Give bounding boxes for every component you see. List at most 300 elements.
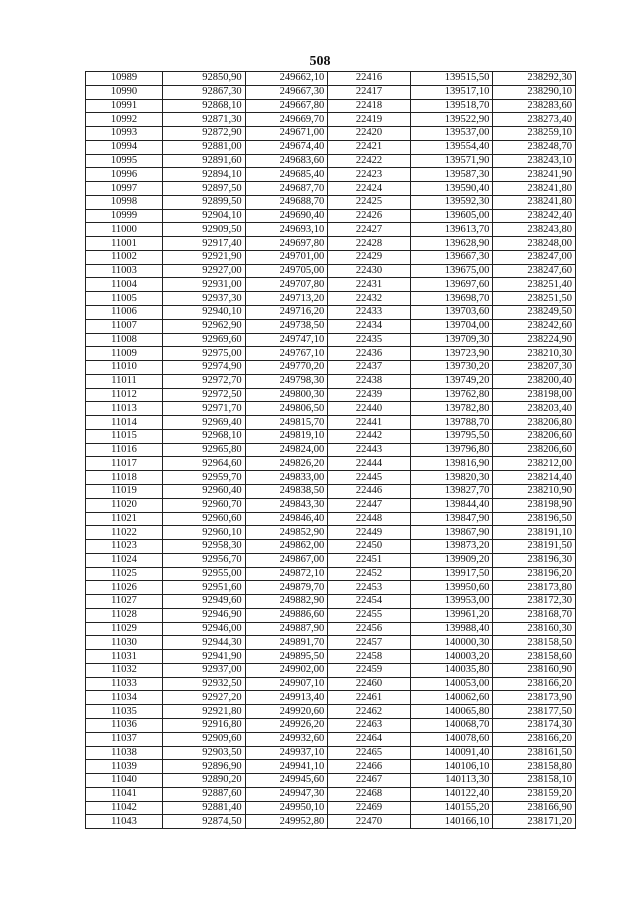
point-id-left-cell: 10993 — [86, 127, 163, 141]
table-row — [86, 705, 576, 719]
y-coordinate-left-cell: 249667,30 — [245, 85, 328, 99]
x-coordinate-left-cell: 92946,90 — [163, 608, 246, 622]
y-coordinate-left-cell: 249895,50 — [245, 650, 328, 664]
x-coordinate-right-cell: 139667,30 — [410, 250, 493, 264]
y-coordinate-right-cell: 238196,20 — [493, 567, 576, 581]
y-coordinate-right-cell: 238191,50 — [493, 540, 576, 554]
x-coordinate-right-cell: 139795,50 — [410, 429, 493, 443]
y-coordinate-right-cell: 238247,00 — [493, 250, 576, 264]
x-coordinate-right-cell: 139703,60 — [410, 306, 493, 320]
y-coordinate-left-cell: 249913,40 — [245, 691, 328, 705]
y-coordinate-right-cell: 238243,10 — [493, 154, 576, 168]
y-coordinate-right-cell: 238206,80 — [493, 416, 576, 430]
x-coordinate-left-cell: 92874,50 — [163, 815, 246, 829]
table-row — [86, 85, 576, 99]
x-coordinate-left-cell: 92909,60 — [163, 732, 246, 746]
point-id-right-cell: 22458 — [328, 650, 411, 664]
x-coordinate-right-cell: 140000,30 — [410, 636, 493, 650]
point-id-left-cell: 11003 — [86, 264, 163, 278]
y-coordinate-left-cell: 249867,00 — [245, 553, 328, 567]
x-coordinate-right-cell: 139847,90 — [410, 512, 493, 526]
y-coordinate-left-cell: 249907,10 — [245, 677, 328, 691]
x-coordinate-right-cell: 139762,80 — [410, 388, 493, 402]
x-coordinate-right-cell: 139796,80 — [410, 443, 493, 457]
table-row — [86, 292, 576, 306]
table-row — [86, 540, 576, 554]
point-id-right-cell: 22451 — [328, 553, 411, 567]
point-id-right-cell: 22432 — [328, 292, 411, 306]
x-coordinate-left-cell: 92968,10 — [163, 429, 246, 443]
y-coordinate-left-cell: 249852,90 — [245, 526, 328, 540]
point-id-left-cell: 11017 — [86, 457, 163, 471]
table-row — [86, 512, 576, 526]
table-row — [86, 760, 576, 774]
y-coordinate-right-cell: 238242,60 — [493, 319, 576, 333]
table-row — [86, 168, 576, 182]
x-coordinate-left-cell: 92969,40 — [163, 416, 246, 430]
x-coordinate-right-cell: 140091,40 — [410, 746, 493, 760]
point-id-right-cell: 22437 — [328, 361, 411, 375]
x-coordinate-right-cell: 140068,70 — [410, 718, 493, 732]
y-coordinate-right-cell: 238241,90 — [493, 168, 576, 182]
point-id-right-cell: 22435 — [328, 333, 411, 347]
y-coordinate-left-cell: 249770,20 — [245, 361, 328, 375]
x-coordinate-left-cell: 92927,00 — [163, 264, 246, 278]
x-coordinate-left-cell: 92896,90 — [163, 760, 246, 774]
y-coordinate-right-cell: 238198,00 — [493, 388, 576, 402]
point-id-right-cell: 22419 — [328, 113, 411, 127]
x-coordinate-right-cell: 139628,90 — [410, 237, 493, 251]
point-id-right-cell: 22417 — [328, 85, 411, 99]
y-coordinate-left-cell: 249833,00 — [245, 471, 328, 485]
point-id-left-cell: 11038 — [86, 746, 163, 760]
y-coordinate-right-cell: 238241,80 — [493, 195, 576, 209]
x-coordinate-right-cell: 139749,20 — [410, 374, 493, 388]
coordinates-table — [85, 71, 576, 829]
x-coordinate-right-cell: 139517,10 — [410, 85, 493, 99]
x-coordinate-left-cell: 92972,70 — [163, 374, 246, 388]
x-coordinate-left-cell: 92960,70 — [163, 498, 246, 512]
x-coordinate-right-cell: 139537,00 — [410, 127, 493, 141]
point-id-right-cell: 22442 — [328, 429, 411, 443]
x-coordinate-right-cell: 139788,70 — [410, 416, 493, 430]
x-coordinate-right-cell: 139515,50 — [410, 72, 493, 86]
y-coordinate-right-cell: 238214,40 — [493, 471, 576, 485]
point-id-right-cell: 22421 — [328, 140, 411, 154]
x-coordinate-right-cell: 139587,30 — [410, 168, 493, 182]
point-id-left-cell: 10996 — [86, 168, 163, 182]
table-row — [86, 526, 576, 540]
point-id-left-cell: 11035 — [86, 705, 163, 719]
table-row — [86, 127, 576, 141]
point-id-left-cell: 10997 — [86, 182, 163, 196]
x-coordinate-left-cell: 92909,50 — [163, 223, 246, 237]
table-row — [86, 264, 576, 278]
x-coordinate-left-cell: 92937,30 — [163, 292, 246, 306]
y-coordinate-left-cell: 249926,20 — [245, 718, 328, 732]
y-coordinate-right-cell: 238196,50 — [493, 512, 576, 526]
point-id-right-cell: 22463 — [328, 718, 411, 732]
x-coordinate-right-cell: 139950,60 — [410, 581, 493, 595]
point-id-right-cell: 22426 — [328, 209, 411, 223]
y-coordinate-right-cell: 238247,60 — [493, 264, 576, 278]
point-id-left-cell: 10991 — [86, 99, 163, 113]
table-row — [86, 457, 576, 471]
point-id-left-cell: 11027 — [86, 595, 163, 609]
point-id-right-cell: 22438 — [328, 374, 411, 388]
y-coordinate-left-cell: 249800,30 — [245, 388, 328, 402]
point-id-left-cell: 11036 — [86, 718, 163, 732]
x-coordinate-right-cell: 139844,40 — [410, 498, 493, 512]
point-id-left-cell: 11039 — [86, 760, 163, 774]
point-id-right-cell: 22449 — [328, 526, 411, 540]
y-coordinate-right-cell: 238177,50 — [493, 705, 576, 719]
point-id-right-cell: 22428 — [328, 237, 411, 251]
point-id-right-cell: 22468 — [328, 787, 411, 801]
x-coordinate-right-cell: 139820,30 — [410, 471, 493, 485]
y-coordinate-left-cell: 249872,10 — [245, 567, 328, 581]
table-row — [86, 553, 576, 567]
point-id-left-cell: 11029 — [86, 622, 163, 636]
x-coordinate-right-cell: 139988,40 — [410, 622, 493, 636]
y-coordinate-left-cell: 249843,30 — [245, 498, 328, 512]
y-coordinate-left-cell: 249683,60 — [245, 154, 328, 168]
point-id-left-cell: 11032 — [86, 663, 163, 677]
point-id-right-cell: 22459 — [328, 663, 411, 677]
y-coordinate-right-cell: 238249,50 — [493, 306, 576, 320]
point-id-left-cell: 11014 — [86, 416, 163, 430]
x-coordinate-left-cell: 92962,90 — [163, 319, 246, 333]
point-id-right-cell: 22416 — [328, 72, 411, 86]
y-coordinate-right-cell: 238158,60 — [493, 650, 576, 664]
y-coordinate-right-cell: 238158,80 — [493, 760, 576, 774]
x-coordinate-right-cell: 139698,70 — [410, 292, 493, 306]
x-coordinate-left-cell: 92975,00 — [163, 347, 246, 361]
x-coordinate-right-cell: 140062,60 — [410, 691, 493, 705]
point-id-left-cell: 11030 — [86, 636, 163, 650]
x-coordinate-right-cell: 139704,00 — [410, 319, 493, 333]
point-id-left-cell: 11040 — [86, 774, 163, 788]
y-coordinate-right-cell: 238210,30 — [493, 347, 576, 361]
point-id-left-cell: 10998 — [86, 195, 163, 209]
point-id-left-cell: 11028 — [86, 608, 163, 622]
x-coordinate-left-cell: 92946,00 — [163, 622, 246, 636]
x-coordinate-right-cell: 140053,00 — [410, 677, 493, 691]
y-coordinate-left-cell: 249693,10 — [245, 223, 328, 237]
x-coordinate-right-cell: 139816,90 — [410, 457, 493, 471]
y-coordinate-left-cell: 249952,80 — [245, 815, 328, 829]
x-coordinate-right-cell: 140065,80 — [410, 705, 493, 719]
table-row — [86, 774, 576, 788]
x-coordinate-right-cell: 139522,90 — [410, 113, 493, 127]
point-id-right-cell: 22446 — [328, 484, 411, 498]
table-row — [86, 443, 576, 457]
point-id-right-cell: 22429 — [328, 250, 411, 264]
x-coordinate-right-cell: 139697,60 — [410, 278, 493, 292]
x-coordinate-left-cell: 92971,70 — [163, 402, 246, 416]
point-id-right-cell: 22452 — [328, 567, 411, 581]
x-coordinate-left-cell: 92887,60 — [163, 787, 246, 801]
y-coordinate-left-cell: 249701,00 — [245, 250, 328, 264]
point-id-right-cell: 22434 — [328, 319, 411, 333]
y-coordinate-left-cell: 249688,70 — [245, 195, 328, 209]
table-row — [86, 691, 576, 705]
x-coordinate-right-cell: 140155,20 — [410, 801, 493, 815]
y-coordinate-right-cell: 238224,90 — [493, 333, 576, 347]
x-coordinate-right-cell: 139709,30 — [410, 333, 493, 347]
point-id-left-cell: 11033 — [86, 677, 163, 691]
point-id-left-cell: 11019 — [86, 484, 163, 498]
point-id-right-cell: 22424 — [328, 182, 411, 196]
y-coordinate-left-cell: 249886,60 — [245, 608, 328, 622]
table-row — [86, 416, 576, 430]
x-coordinate-left-cell: 92890,20 — [163, 774, 246, 788]
point-id-right-cell: 22447 — [328, 498, 411, 512]
table-row — [86, 622, 576, 636]
point-id-left-cell: 11021 — [86, 512, 163, 526]
y-coordinate-right-cell: 238207,30 — [493, 361, 576, 375]
y-coordinate-right-cell: 238173,90 — [493, 691, 576, 705]
x-coordinate-right-cell: 139782,80 — [410, 402, 493, 416]
point-id-left-cell: 11001 — [86, 237, 163, 251]
x-coordinate-left-cell: 92927,20 — [163, 691, 246, 705]
x-coordinate-left-cell: 92931,00 — [163, 278, 246, 292]
point-id-right-cell: 22460 — [328, 677, 411, 691]
x-coordinate-right-cell: 140035,80 — [410, 663, 493, 677]
point-id-left-cell: 11015 — [86, 429, 163, 443]
x-coordinate-left-cell: 92941,90 — [163, 650, 246, 664]
point-id-left-cell: 11018 — [86, 471, 163, 485]
y-coordinate-right-cell: 238212,00 — [493, 457, 576, 471]
table-row — [86, 595, 576, 609]
x-coordinate-left-cell: 92960,40 — [163, 484, 246, 498]
point-id-right-cell: 22425 — [328, 195, 411, 209]
y-coordinate-right-cell: 238172,30 — [493, 595, 576, 609]
x-coordinate-right-cell: 139909,20 — [410, 553, 493, 567]
y-coordinate-left-cell: 249674,40 — [245, 140, 328, 154]
table-row — [86, 306, 576, 320]
point-id-left-cell: 11023 — [86, 540, 163, 554]
y-coordinate-right-cell: 238166,20 — [493, 732, 576, 746]
point-id-left-cell: 11000 — [86, 223, 163, 237]
table-row — [86, 732, 576, 746]
point-id-left-cell: 11010 — [86, 361, 163, 375]
x-coordinate-right-cell: 140078,60 — [410, 732, 493, 746]
y-coordinate-right-cell: 238290,10 — [493, 85, 576, 99]
x-coordinate-right-cell: 139590,40 — [410, 182, 493, 196]
x-coordinate-left-cell: 92949,60 — [163, 595, 246, 609]
x-coordinate-left-cell: 92964,60 — [163, 457, 246, 471]
point-id-right-cell: 22445 — [328, 471, 411, 485]
table-row — [86, 402, 576, 416]
y-coordinate-right-cell: 238241,80 — [493, 182, 576, 196]
x-coordinate-left-cell: 92940,10 — [163, 306, 246, 320]
y-coordinate-left-cell: 249941,10 — [245, 760, 328, 774]
table-row — [86, 636, 576, 650]
x-coordinate-left-cell: 92881,40 — [163, 801, 246, 815]
table-row — [86, 718, 576, 732]
y-coordinate-right-cell: 238166,20 — [493, 677, 576, 691]
table-row — [86, 374, 576, 388]
table-row — [86, 581, 576, 595]
y-coordinate-right-cell: 238242,40 — [493, 209, 576, 223]
y-coordinate-right-cell: 238251,40 — [493, 278, 576, 292]
x-coordinate-left-cell: 92921,80 — [163, 705, 246, 719]
point-id-left-cell: 11043 — [86, 815, 163, 829]
y-coordinate-left-cell: 249806,50 — [245, 402, 328, 416]
x-coordinate-left-cell: 92867,30 — [163, 85, 246, 99]
point-id-left-cell: 10989 — [86, 72, 163, 86]
point-id-right-cell: 22470 — [328, 815, 411, 829]
y-coordinate-left-cell: 249932,60 — [245, 732, 328, 746]
point-id-left-cell: 11008 — [86, 333, 163, 347]
point-id-right-cell: 22466 — [328, 760, 411, 774]
x-coordinate-right-cell: 140003,20 — [410, 650, 493, 664]
x-coordinate-right-cell: 139961,20 — [410, 608, 493, 622]
x-coordinate-right-cell: 139730,20 — [410, 361, 493, 375]
y-coordinate-left-cell: 249862,00 — [245, 540, 328, 554]
x-coordinate-left-cell: 92951,60 — [163, 581, 246, 595]
y-coordinate-right-cell: 238158,50 — [493, 636, 576, 650]
point-id-right-cell: 22467 — [328, 774, 411, 788]
y-coordinate-right-cell: 238251,50 — [493, 292, 576, 306]
table-row — [86, 278, 576, 292]
table-row — [86, 663, 576, 677]
point-id-right-cell: 22431 — [328, 278, 411, 292]
x-coordinate-left-cell: 92871,30 — [163, 113, 246, 127]
point-id-right-cell: 22423 — [328, 168, 411, 182]
y-coordinate-right-cell: 238248,70 — [493, 140, 576, 154]
x-coordinate-left-cell: 92969,60 — [163, 333, 246, 347]
x-coordinate-right-cell: 139605,00 — [410, 209, 493, 223]
point-id-right-cell: 22450 — [328, 540, 411, 554]
point-id-right-cell: 22436 — [328, 347, 411, 361]
x-coordinate-left-cell: 92959,70 — [163, 471, 246, 485]
y-coordinate-left-cell: 249697,80 — [245, 237, 328, 251]
point-id-right-cell: 22433 — [328, 306, 411, 320]
x-coordinate-right-cell: 139873,20 — [410, 540, 493, 554]
x-coordinate-left-cell: 92894,10 — [163, 168, 246, 182]
point-id-right-cell: 22455 — [328, 608, 411, 622]
x-coordinate-right-cell: 140122,40 — [410, 787, 493, 801]
y-coordinate-right-cell: 238159,20 — [493, 787, 576, 801]
point-id-right-cell: 22462 — [328, 705, 411, 719]
x-coordinate-left-cell: 92903,50 — [163, 746, 246, 760]
table-row — [86, 650, 576, 664]
x-coordinate-left-cell: 92960,60 — [163, 512, 246, 526]
y-coordinate-right-cell: 238243,80 — [493, 223, 576, 237]
y-coordinate-right-cell: 238161,50 — [493, 746, 576, 760]
table-row — [86, 195, 576, 209]
point-id-left-cell: 11011 — [86, 374, 163, 388]
x-coordinate-right-cell: 139827,70 — [410, 484, 493, 498]
x-coordinate-left-cell: 92868,10 — [163, 99, 246, 113]
x-coordinate-left-cell: 92965,80 — [163, 443, 246, 457]
y-coordinate-right-cell: 238160,90 — [493, 663, 576, 677]
table-row — [86, 182, 576, 196]
point-id-left-cell: 11005 — [86, 292, 163, 306]
y-coordinate-right-cell: 238166,90 — [493, 801, 576, 815]
table-row — [86, 250, 576, 264]
table-row — [86, 801, 576, 815]
y-coordinate-right-cell: 238206,60 — [493, 443, 576, 457]
table-row — [86, 567, 576, 581]
y-coordinate-right-cell: 238191,10 — [493, 526, 576, 540]
point-id-right-cell: 22443 — [328, 443, 411, 457]
x-coordinate-right-cell: 139723,90 — [410, 347, 493, 361]
x-coordinate-right-cell: 139518,70 — [410, 99, 493, 113]
table-row — [86, 608, 576, 622]
x-coordinate-left-cell: 92955,00 — [163, 567, 246, 581]
point-id-right-cell: 22457 — [328, 636, 411, 650]
table-row — [86, 319, 576, 333]
x-coordinate-left-cell: 92917,40 — [163, 237, 246, 251]
y-coordinate-right-cell: 238171,20 — [493, 815, 576, 829]
y-coordinate-left-cell: 249846,40 — [245, 512, 328, 526]
y-coordinate-left-cell: 249767,10 — [245, 347, 328, 361]
y-coordinate-right-cell: 238259,10 — [493, 127, 576, 141]
table-row — [86, 787, 576, 801]
table-row — [86, 209, 576, 223]
point-id-left-cell: 10990 — [86, 85, 163, 99]
y-coordinate-left-cell: 249947,30 — [245, 787, 328, 801]
x-coordinate-right-cell: 139554,40 — [410, 140, 493, 154]
y-coordinate-left-cell: 249667,80 — [245, 99, 328, 113]
point-id-left-cell: 11007 — [86, 319, 163, 333]
y-coordinate-left-cell: 249887,90 — [245, 622, 328, 636]
y-coordinate-right-cell: 238203,40 — [493, 402, 576, 416]
x-coordinate-left-cell: 92956,70 — [163, 553, 246, 567]
point-id-right-cell: 22461 — [328, 691, 411, 705]
point-id-right-cell: 22439 — [328, 388, 411, 402]
point-id-right-cell: 22465 — [328, 746, 411, 760]
point-id-left-cell: 11041 — [86, 787, 163, 801]
y-coordinate-right-cell: 238174,30 — [493, 718, 576, 732]
table-row — [86, 677, 576, 691]
x-coordinate-left-cell: 92850,90 — [163, 72, 246, 86]
x-coordinate-right-cell: 139867,90 — [410, 526, 493, 540]
point-id-left-cell: 11034 — [86, 691, 163, 705]
point-id-left-cell: 11009 — [86, 347, 163, 361]
point-id-left-cell: 11013 — [86, 402, 163, 416]
x-coordinate-left-cell: 92916,80 — [163, 718, 246, 732]
x-coordinate-right-cell: 140106,10 — [410, 760, 493, 774]
y-coordinate-right-cell: 238248,00 — [493, 237, 576, 251]
x-coordinate-left-cell: 92937,00 — [163, 663, 246, 677]
x-coordinate-right-cell: 140113,30 — [410, 774, 493, 788]
table-row — [86, 140, 576, 154]
y-coordinate-left-cell: 249815,70 — [245, 416, 328, 430]
point-id-right-cell: 22456 — [328, 622, 411, 636]
x-coordinate-left-cell: 92972,50 — [163, 388, 246, 402]
table-row — [86, 429, 576, 443]
y-coordinate-left-cell: 249671,00 — [245, 127, 328, 141]
point-id-right-cell: 22441 — [328, 416, 411, 430]
table-row — [86, 388, 576, 402]
point-id-left-cell: 10992 — [86, 113, 163, 127]
y-coordinate-left-cell: 249826,20 — [245, 457, 328, 471]
table-row — [86, 347, 576, 361]
point-id-right-cell: 22440 — [328, 402, 411, 416]
table-row — [86, 154, 576, 168]
table-row — [86, 223, 576, 237]
y-coordinate-right-cell: 238210,90 — [493, 484, 576, 498]
y-coordinate-left-cell: 249685,40 — [245, 168, 328, 182]
table-row — [86, 498, 576, 512]
point-id-left-cell: 11002 — [86, 250, 163, 264]
x-coordinate-right-cell: 139592,30 — [410, 195, 493, 209]
y-coordinate-left-cell: 249937,10 — [245, 746, 328, 760]
